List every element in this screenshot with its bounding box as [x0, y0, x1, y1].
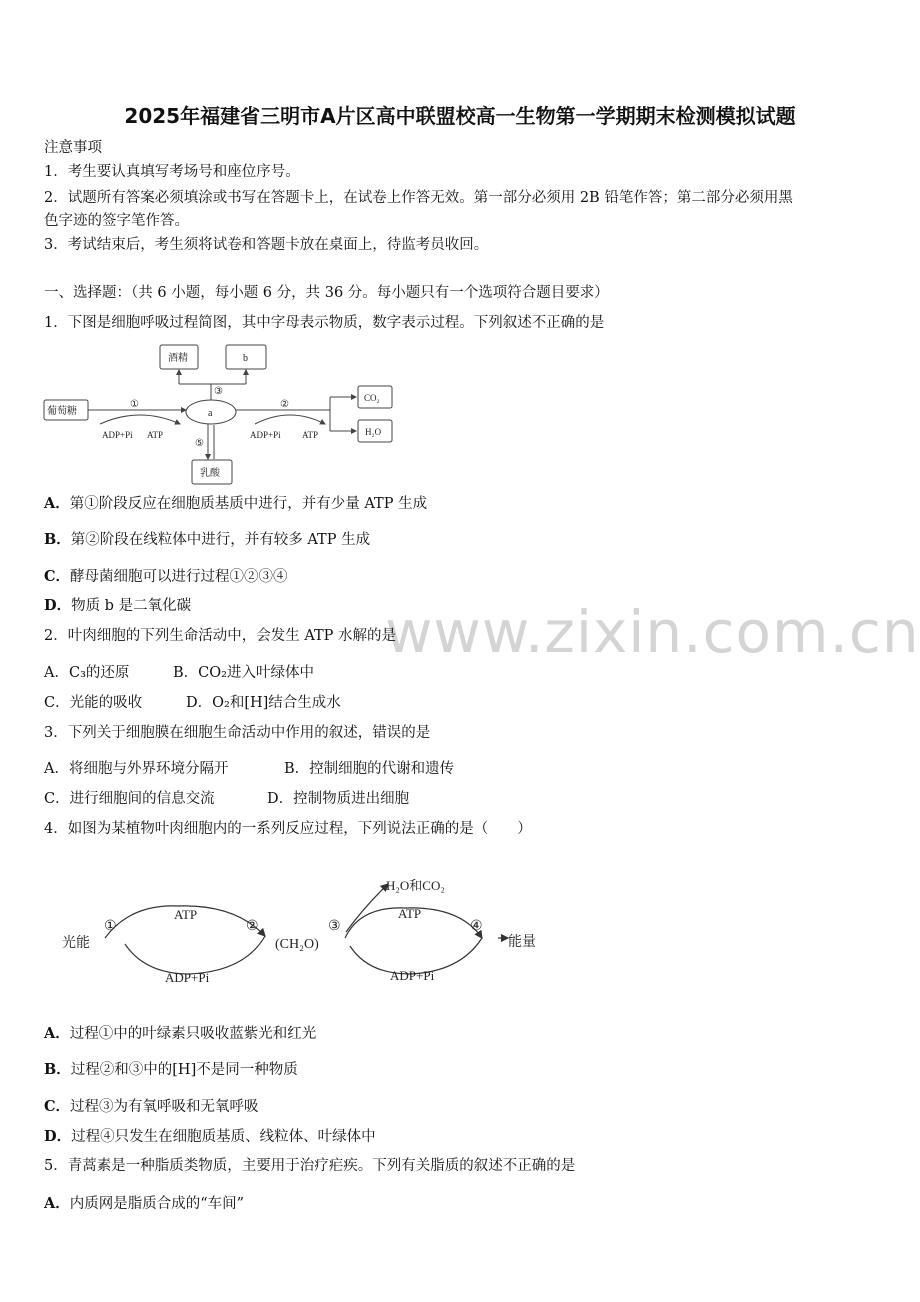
atp-label-1: ATP: [174, 907, 198, 922]
lactic-label: 乳酸: [200, 468, 220, 479]
atp-label-1: ATP: [147, 430, 164, 440]
h2o-co2-label: H₂O和CO₂: [386, 878, 445, 893]
q4-option-d: D．过程④只发生在细胞质基质、线粒体、叶绿体中: [44, 1128, 376, 1145]
q4-stem: 4．如图为某植物叶肉细胞内的一系列反应过程，下列说法正确的是（ ）: [44, 821, 532, 837]
q5-option-a: A．内质网是脂质合成的“车间”: [44, 1195, 245, 1212]
atp-label-2: ATP: [302, 430, 319, 440]
notes-heading: 注意事项: [44, 140, 102, 156]
b-label: b: [243, 353, 248, 364]
q4-option-a: A．过程①中的叶绿素只吸收蓝紫光和红光: [44, 1025, 317, 1042]
alcohol-label: 酒精: [168, 353, 188, 364]
energy-label: 能量: [508, 935, 536, 950]
q4-option-c: C．过程③为有氧呼吸和无氧呼吸: [44, 1098, 259, 1115]
q3-stem: 3．下列关于细胞膜在细胞生命活动中作用的叙述，错误的是: [44, 725, 431, 741]
q2-option-d: D．O₂和[H]结合生成水: [186, 695, 341, 711]
ch2o-label: (CH₂O): [275, 937, 319, 952]
note-item: 色字迹的签字笔作答。: [44, 213, 189, 229]
q1-respiration-diagram: [40, 340, 400, 488]
num-1: ①: [130, 399, 139, 410]
q4-option-b: B．过程②和③中的[H]不是同一种物质: [44, 1061, 298, 1078]
num-1: ①: [104, 919, 117, 934]
note-item: 1．考生要认真填写考场号和座位序号。: [44, 164, 300, 180]
section-heading: 一、选择题：（共 6 小题，每小题 6 分，共 36 分。每小题只有一个选项符合题目要求）: [44, 285, 609, 301]
q3-option-c: C．进行细胞间的信息交流: [44, 791, 215, 807]
q3-option-a: A．将细胞与外界环境分隔开: [44, 761, 229, 777]
a-label: a: [208, 408, 213, 419]
num-2: ②: [280, 399, 289, 410]
q4-reaction-diagram: [50, 866, 550, 1001]
note-item: 2．试题所有答案必须填涂或书写在答题卡上，在试卷上作答无效。第一部分必须用 2B 铅笔作答；第二部分必须用黑: [44, 190, 793, 206]
watermark: www.zixin.com.cn: [385, 598, 920, 666]
num-2: ②: [246, 919, 259, 934]
q5-stem: 5．青蒿素是一种脂质类物质，主要用于治疗疟疾。下列有关脂质的叙述不正确的是: [44, 1158, 576, 1174]
note-item: 3．考试结束后，考生须将试卷和答题卡放在桌面上，待监考员收回。: [44, 237, 489, 253]
num-5: ⑤: [195, 438, 204, 449]
q1-option-d: D．物质 b 是二氧化碳: [44, 597, 192, 614]
atp-label-2: ATP: [398, 906, 422, 921]
h2o-label: H₂O: [365, 427, 382, 437]
q1-option-c: C．酵母菌细胞可以进行过程①②③④: [44, 568, 288, 585]
adp-label-1: ADP+Pi: [102, 430, 133, 440]
q2-option-a: A．C₃的还原: [44, 665, 130, 681]
adp-label-2: ADP+Pi: [250, 430, 281, 440]
glucose-label: 葡萄糖: [47, 406, 77, 417]
q1-stem: 1．下图是细胞呼吸过程简图，其中字母表示物质，数字表示过程。下列叙述不正确的是: [44, 315, 605, 331]
light-energy-label: 光能: [62, 936, 90, 951]
q2-option-b: B．CO₂进入叶绿体中: [173, 665, 314, 681]
q2-stem: 2．叶肉细胞的下列生命活动中，会发生 ATP 水解的是: [44, 628, 397, 644]
num-4: ④: [470, 919, 483, 934]
q1-option-b: B．第②阶段在线粒体中进行，并有较多 ATP 生成: [44, 531, 371, 548]
q3-option-b: B．控制细胞的代谢和遗传: [284, 761, 455, 777]
page-title: 2025年福建省三明市A片区高中联盟校高一生物第一学期期末检测模拟试题: [124, 104, 796, 128]
q3-option-d: D．控制物质进出细胞: [267, 791, 410, 807]
co2-label: CO₂: [364, 393, 380, 403]
num-3: ③: [328, 919, 341, 934]
q1-option-a: A．第①阶段反应在细胞质基质中进行，并有少量 ATP 生成: [44, 495, 428, 512]
adp-label-1: ADP+Pi: [165, 970, 210, 985]
q2-option-c: C．光能的吸收: [44, 695, 143, 711]
num-3: ③: [214, 386, 223, 397]
adp-label-2: ADP+Pi: [390, 968, 435, 983]
